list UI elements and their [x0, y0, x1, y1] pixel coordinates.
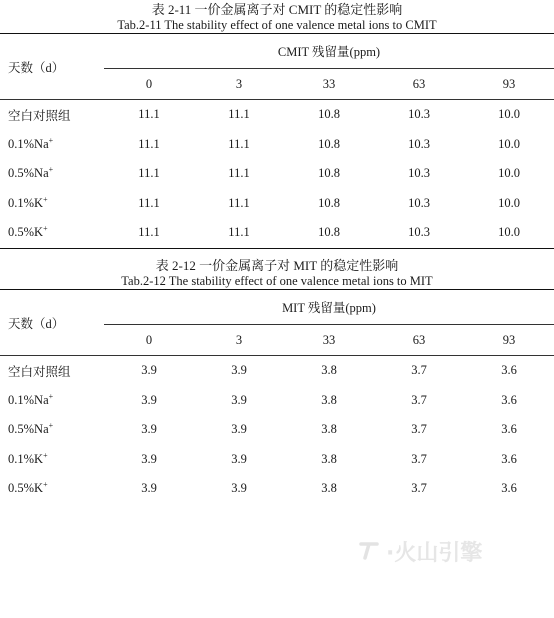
- table-cell: 3.6: [501, 392, 517, 407]
- watermark: [358, 536, 528, 566]
- table-row: [0, 356, 554, 386]
- table-cell: 3.7: [374, 356, 464, 386]
- table-cell: 3.9: [194, 356, 284, 386]
- table-cell: 11.1: [104, 100, 194, 130]
- table-cell: 3.8: [321, 392, 337, 407]
- column-header: 33: [322, 76, 336, 91]
- table-cell: 3.9: [231, 481, 247, 496]
- table-cell: 10.0: [498, 166, 520, 181]
- table-row: [0, 100, 554, 130]
- column-header: 63: [412, 332, 426, 347]
- row-label: 0.1%K+: [8, 450, 48, 466]
- group-header: MIT 残留量(ppm): [104, 290, 554, 325]
- column-header: 3: [235, 76, 243, 91]
- column-header: 3: [235, 332, 243, 347]
- table-cell: 3.6: [501, 481, 517, 496]
- table-cell: 10.3: [408, 166, 430, 181]
- table-cell: 11.1: [228, 195, 250, 210]
- table-cell: 3.8: [321, 422, 337, 437]
- table-cell: 3.7: [411, 392, 427, 407]
- table-cell: 10.0: [498, 225, 520, 240]
- column-header: 93: [502, 76, 516, 91]
- table-cell: 10.0: [464, 100, 554, 130]
- table-cell: 3.6: [464, 356, 554, 386]
- row-label: 0.1%Na+: [8, 135, 54, 151]
- table-row: [0, 130, 554, 160]
- table-cell: 3.8: [284, 356, 374, 386]
- table-cell: 3.6: [501, 422, 517, 437]
- table-cell: 3.9: [104, 356, 194, 386]
- row-label: 0.5%K+: [8, 480, 48, 496]
- table-caption-en: Tab.2-11 The stability effect of one valence metal ions to CMIT: [117, 18, 437, 32]
- brand-logo-icon: [358, 540, 380, 562]
- column-header: 33: [322, 332, 336, 347]
- row-label: 空白对照组: [0, 356, 104, 386]
- table-row: [0, 159, 554, 189]
- table-cell: 3.9: [231, 392, 247, 407]
- table-cell: 10.8: [284, 100, 374, 130]
- row-header-label: 天数（d）: [8, 316, 65, 331]
- table-cell: 11.1: [138, 225, 160, 240]
- table-cell: 3.9: [231, 422, 247, 437]
- table-cell: 3.7: [411, 422, 427, 437]
- table-cell: 10.8: [318, 136, 340, 151]
- table-cell: 10.3: [408, 195, 430, 210]
- table-cell: 3.9: [231, 451, 247, 466]
- table-cell: 11.1: [228, 225, 250, 240]
- row-label: 0.1%Na+: [8, 391, 54, 407]
- table-cell: 10.0: [498, 195, 520, 210]
- table-row: [0, 415, 554, 445]
- table-cell: 10.3: [374, 100, 464, 130]
- column-header: 0: [145, 76, 153, 91]
- column-header: 63: [412, 76, 426, 91]
- table-cell: 11.1: [228, 136, 250, 151]
- table-cell: 10.3: [408, 225, 430, 240]
- table-cell: 3.7: [411, 481, 427, 496]
- table-cell: 3.9: [141, 481, 157, 496]
- table-cell: 11.1: [138, 195, 160, 210]
- table-cell: 3.9: [141, 392, 157, 407]
- table-cell: 10.8: [318, 225, 340, 240]
- table-caption-en: Tab.2-12 The stability effect of one valence metal ions to MIT: [121, 274, 433, 288]
- table-cell: 3.9: [141, 451, 157, 466]
- watermark-text: ·火山引擎: [386, 540, 483, 566]
- table-caption-zh: 表 2-11 一价金属离子对 CMIT 的稳定性影响: [151, 2, 403, 17]
- table-row: [0, 445, 554, 475]
- table-2-12-block: [0, 258, 554, 504]
- table-row: [0, 218, 554, 248]
- column-header: 0: [145, 332, 153, 347]
- table-cell: 11.1: [194, 100, 284, 130]
- table-row: [0, 189, 554, 219]
- table-cell: 10.8: [318, 166, 340, 181]
- row-label: 0.5%Na+: [8, 165, 54, 181]
- table-row: [0, 386, 554, 416]
- table-cell: 3.8: [321, 451, 337, 466]
- table-cell: 3.8: [321, 481, 337, 496]
- row-header-label: 天数（d）: [8, 60, 65, 75]
- data-table: [0, 289, 554, 504]
- data-table: [0, 33, 554, 249]
- table-cell: 10.8: [318, 195, 340, 210]
- table-2-11-block: [0, 2, 554, 249]
- table-cell: 10.0: [498, 136, 520, 151]
- row-label: 0.1%K+: [8, 194, 48, 210]
- table-cell: 11.1: [138, 166, 160, 181]
- row-label: 0.5%K+: [8, 224, 48, 240]
- table-cell: 11.1: [228, 166, 250, 181]
- column-header: 93: [502, 332, 516, 347]
- table-cell: 10.3: [408, 136, 430, 151]
- group-header: CMIT 残留量(ppm): [104, 34, 554, 69]
- row-label: 空白对照组: [0, 100, 104, 130]
- table-row: [0, 474, 554, 504]
- table-cell: 3.9: [141, 422, 157, 437]
- table-cell: 3.7: [411, 451, 427, 466]
- row-label: 0.5%Na+: [8, 421, 54, 437]
- table-caption-zh: 表 2-12 一价金属离子对 MIT 的稳定性影响: [155, 258, 399, 273]
- table-cell: 3.6: [501, 451, 517, 466]
- table-cell: 11.1: [138, 136, 160, 151]
